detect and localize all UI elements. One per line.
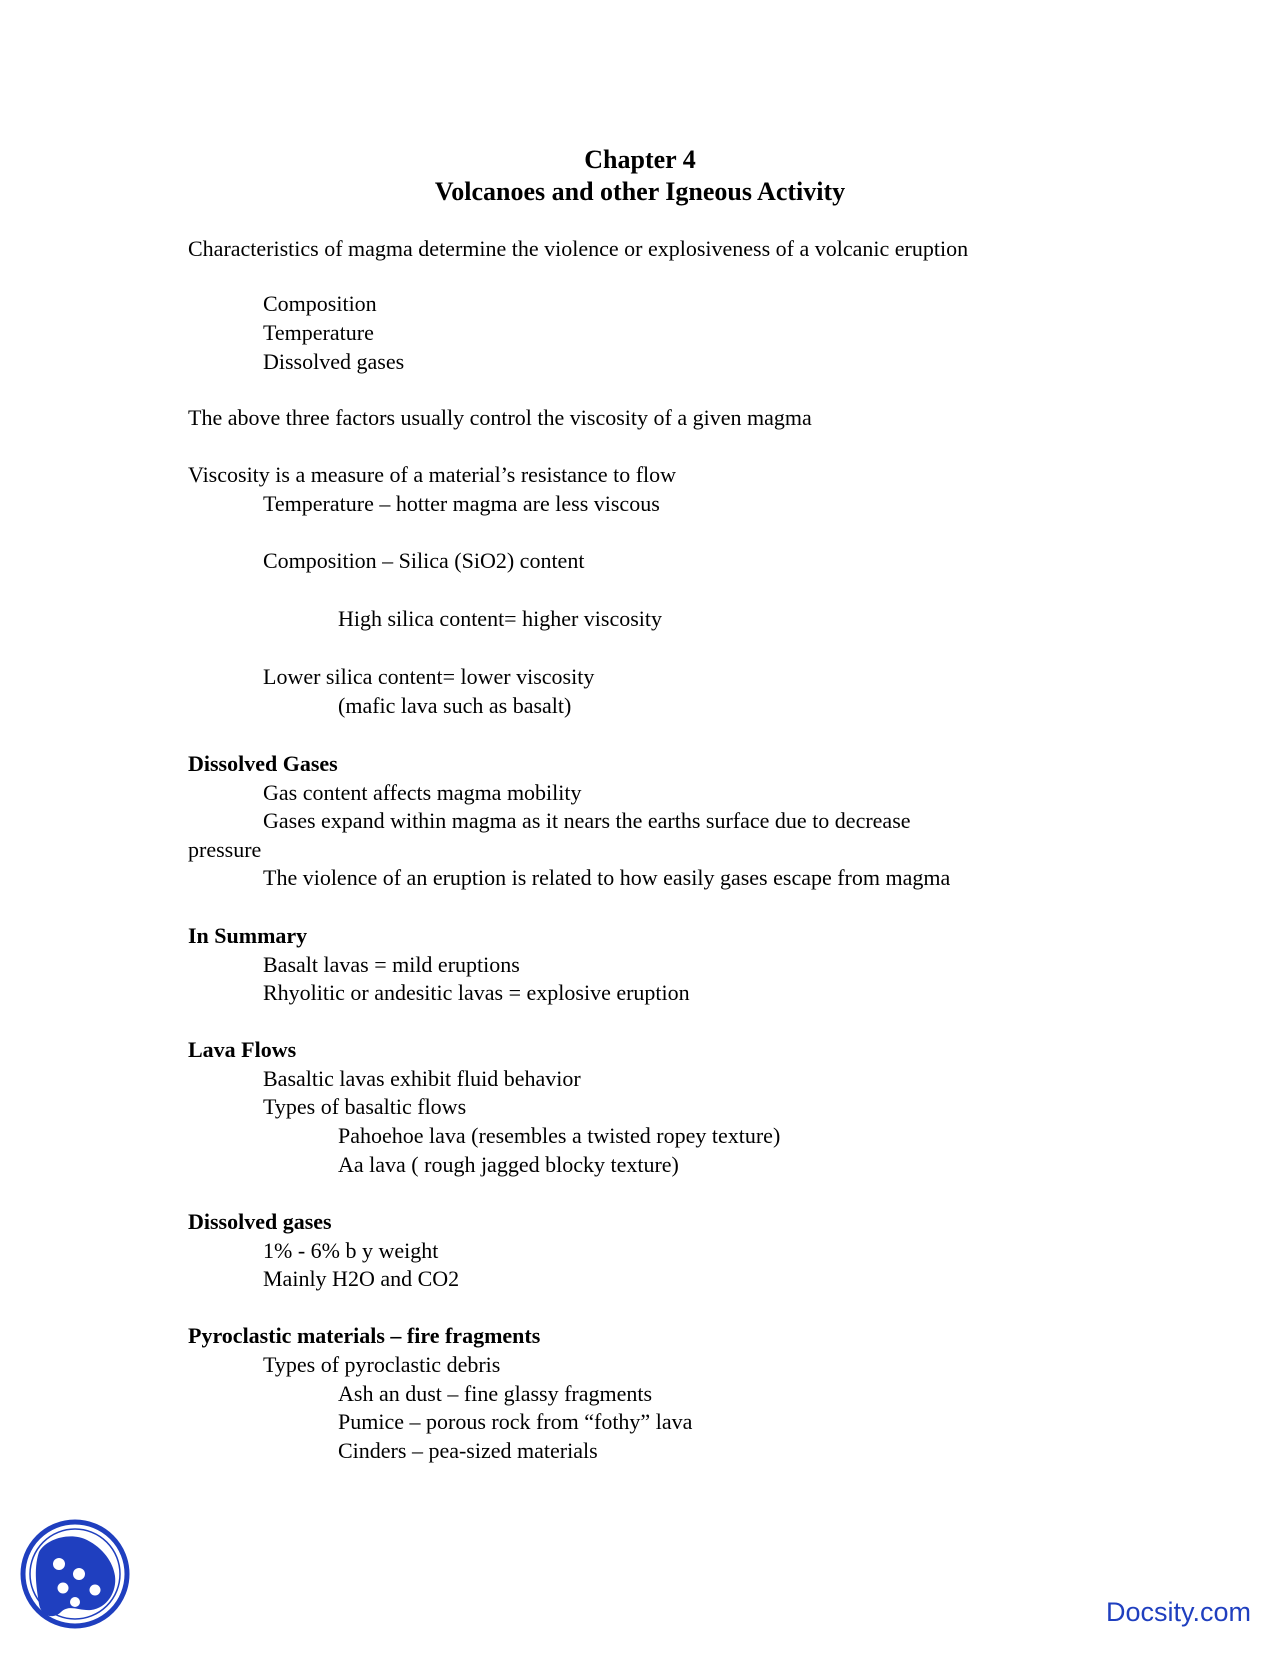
list-item: Temperature — [263, 320, 374, 345]
list-item: Basalt lavas = mild eruptions — [263, 952, 520, 977]
list-item: Gas content affects magma mobility — [263, 780, 582, 805]
list-item: Types of basaltic flows — [263, 1094, 467, 1119]
list-item: Cinders – pea-sized materials — [338, 1438, 598, 1463]
chapter-title: Volcanoes and other Igneous Activity — [434, 177, 846, 206]
list-item: Lower silica content= lower viscosity — [263, 664, 595, 689]
list-item: Aa lava ( rough jagged blocky texture) — [338, 1152, 679, 1177]
list-item: (mafic lava such as basalt) — [338, 693, 572, 718]
list-item: Types of pyroclastic debris — [263, 1352, 501, 1377]
text-line: pressure — [188, 837, 262, 862]
list-item: Ash an dust – fine glassy fragments — [338, 1381, 653, 1406]
section-heading-dissolved-gases-2: Dissolved gases — [188, 1209, 332, 1234]
section-heading-dissolved-gases: Dissolved Gases — [188, 751, 338, 776]
list-item: Composition — [263, 291, 377, 316]
list-item: Mainly H2O and CO2 — [263, 1266, 460, 1291]
list-item: Pahoehoe lava (resembles a twisted ropey texture) — [338, 1123, 781, 1148]
docsity-logo-icon[interactable] — [19, 1518, 131, 1630]
list-item: Rhyolitic or andesitic lavas = explosive eruption — [263, 980, 690, 1005]
section-heading-lava-flows: Lava Flows — [188, 1037, 297, 1062]
list-item: The violence of an eruption is related to how easily gases escape from magma — [263, 865, 951, 890]
list-item: Pumice – porous rock from “fothy” lava — [338, 1409, 693, 1434]
text-line: The above three factors usually control the viscosity of a given magma — [188, 405, 812, 430]
list-item: Dissolved gases — [263, 349, 405, 374]
list-item: Gases expand within magma as it nears the earths surface due to decrease — [263, 808, 911, 833]
list-item: 1% - 6% b y weight — [263, 1238, 439, 1263]
docsity-brand-link[interactable]: Docsity.com — [1106, 1597, 1252, 1627]
text-line: Viscosity is a measure of a material’s resistance to flow — [188, 462, 677, 487]
section-heading-in-summary: In Summary — [188, 923, 308, 948]
list-item: High silica content= higher viscosity — [338, 606, 663, 631]
list-item: Composition – Silica (SiO2) content — [263, 548, 585, 573]
chapter-number: Chapter 4 — [584, 145, 696, 174]
list-item: Basaltic lavas exhibit fluid behavior — [263, 1066, 581, 1091]
section-heading-pyroclastic: Pyroclastic materials – fire fragments — [188, 1323, 541, 1348]
text-line: Characteristics of magma determine the violence or explosiveness of a volcanic eruption — [188, 236, 969, 261]
list-item: Temperature – hotter magma are less viscous — [263, 491, 660, 516]
